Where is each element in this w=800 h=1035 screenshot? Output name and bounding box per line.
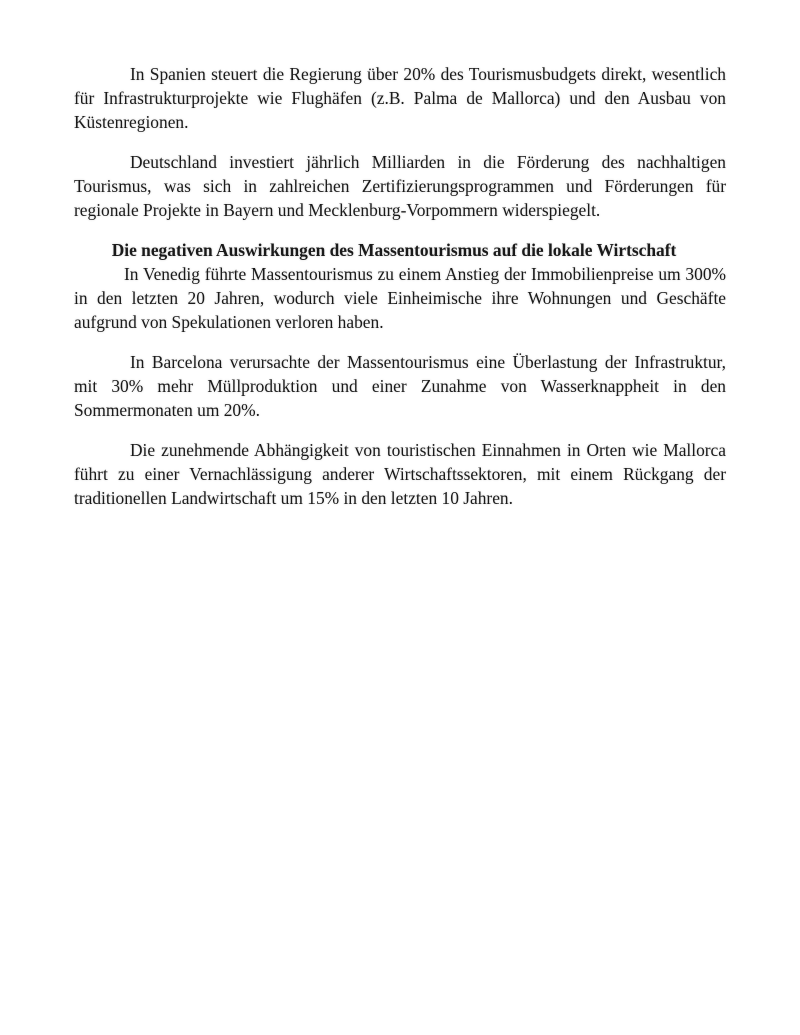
paragraph-mallorca: Die zunehmende Abhängigkeit von touristischen Einnahmen in Orten wie Mallorca führt zu einer Vernachlässigung anderer Wirtschaftssektoren, mit einem Rückgang der traditionellen Landwirtschaft um 15% in den letzten 10 Jahren. [74,440,726,508]
paragraph-venice: In Venedig führte Massentourismus zu einem Anstieg der Immobilienpreise um 300% in den letzten 20 Jahren, wodurch viele Einheimische ihre Wohnungen und Geschäfte aufgrund von Spekulationen verloren haben. [74,264,726,332]
paragraph-germany-investment: Deutschland investiert jährlich Milliarden in die Förderung des nachhaltigen Tourismus, was sich in zahlreichen Zertifizierungsprogrammen und Förderungen für regionale Projekte in Bayern und Mecklenburg-Vorpommern widerspiegelt. [74,152,726,220]
paragraph-spain-budget: In Spanien steuert die Regierung über 20% des Tourismusbudgets direkt, wesentlich für Infrastrukturprojekte wie Flughäfen (z.B. Palma de Mallorca) und den Ausbau von Küstenregionen. [74,64,726,132]
paragraph-barcelona: In Barcelona verursachte der Massentourismus eine Überlastung der Infrastruktur, mit 30% mehr Müllproduktion und einer Zunahme von Wasserknappheit in den Sommermonaten um 20%. [74,352,726,420]
section-heading: Die negativen Auswirkungen des Massentourismus auf die lokale Wirtschaft [111,240,677,260]
document-body [74,62,726,526]
